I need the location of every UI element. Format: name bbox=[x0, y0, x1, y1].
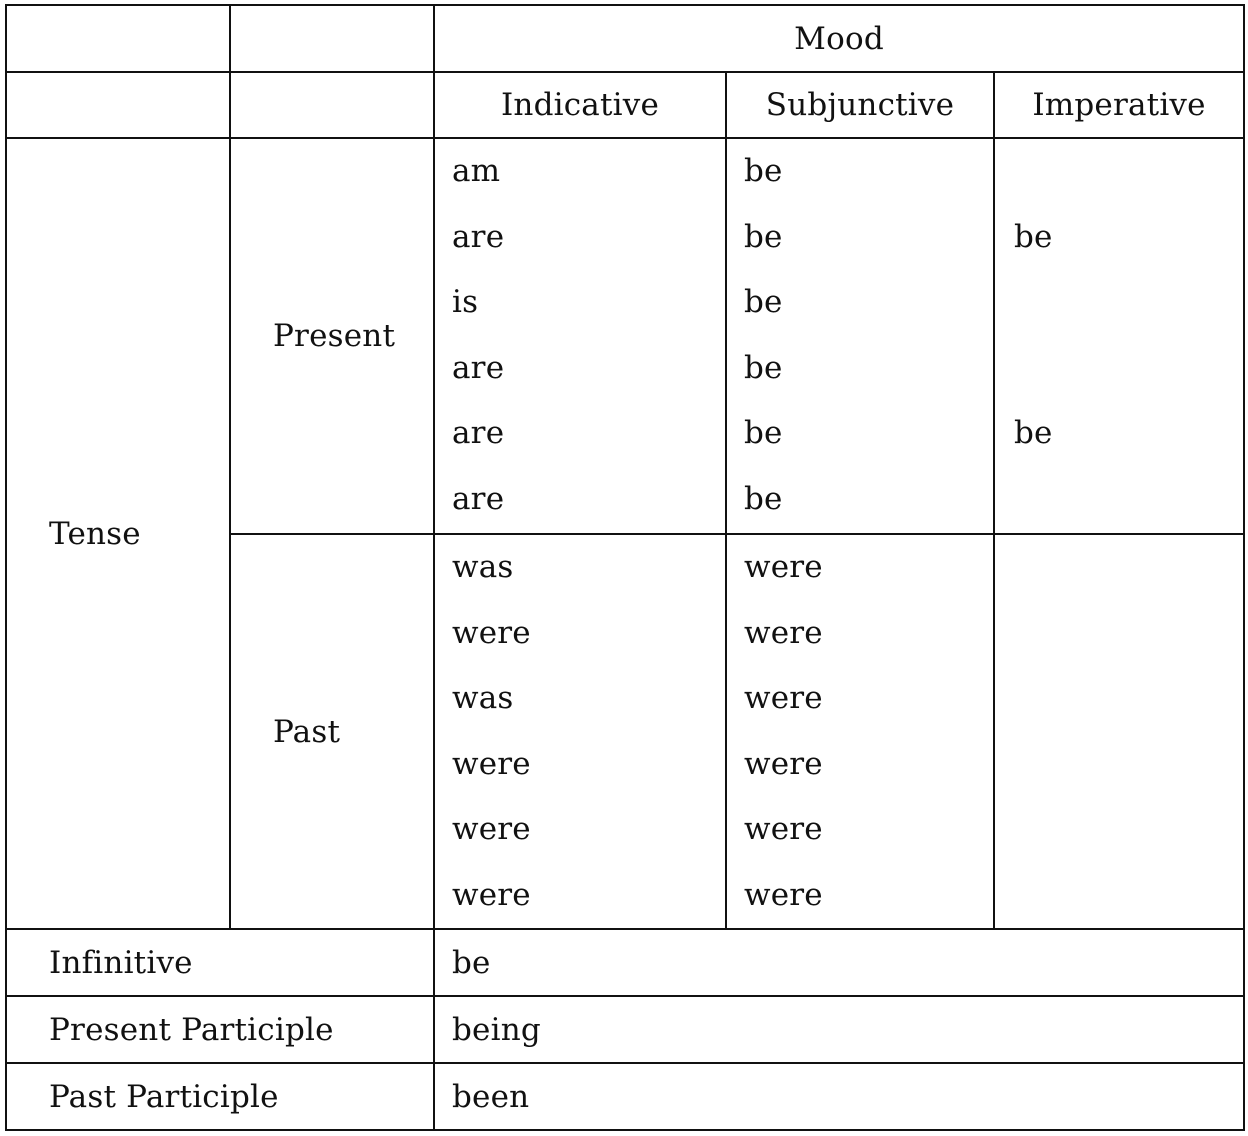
conjugation-table bbox=[5, 4, 1245, 1131]
present-subjunctive-form: be bbox=[744, 218, 783, 255]
present-imperative-form bbox=[1014, 139, 1243, 205]
present-imperative-cell bbox=[994, 138, 1244, 534]
empty-corner-cell bbox=[6, 72, 230, 138]
past-subjunctive-cell bbox=[726, 534, 994, 929]
present-indicative-cell bbox=[434, 138, 726, 534]
present-participle-label: Present Participle bbox=[6, 996, 434, 1063]
past-subjunctive-form: were bbox=[744, 680, 823, 716]
past-indicative-form: was bbox=[452, 680, 514, 716]
past-indicative-form: was bbox=[452, 549, 514, 585]
present-subjunctive-form: be bbox=[744, 284, 783, 320]
infinitive-label: Infinitive bbox=[6, 929, 434, 996]
indicative-header: Indicative bbox=[434, 72, 726, 138]
present-participle-row bbox=[6, 996, 1244, 1063]
present-subjunctive-form: be bbox=[744, 349, 783, 386]
present-indicative-form: are bbox=[452, 218, 505, 255]
present-row bbox=[6, 138, 1244, 534]
past-indicative-cell bbox=[434, 534, 726, 929]
past-subjunctive-form: were bbox=[744, 549, 823, 585]
present-indicative-form: are bbox=[452, 349, 505, 386]
past-subjunctive-form: were bbox=[744, 614, 823, 651]
present-participle-value: being bbox=[434, 996, 1244, 1063]
past-subjunctive-form: were bbox=[744, 876, 823, 913]
past-label: Past bbox=[230, 534, 434, 929]
present-label: Present bbox=[230, 138, 434, 534]
present-subjunctive-cell bbox=[726, 138, 994, 534]
mood-header-row bbox=[6, 5, 1244, 72]
present-indicative-form: is bbox=[452, 284, 479, 320]
infinitive-row bbox=[6, 929, 1244, 996]
subjunctive-header: Subjunctive bbox=[726, 72, 994, 138]
present-imperative-form bbox=[1014, 467, 1243, 533]
empty-corner-cell bbox=[6, 5, 230, 72]
present-indicative-form: am bbox=[452, 153, 501, 189]
past-indicative-form: were bbox=[452, 876, 531, 913]
empty-corner-cell bbox=[230, 72, 434, 138]
present-indicative-form: are bbox=[452, 480, 505, 517]
present-indicative-form: are bbox=[452, 415, 505, 451]
past-indicative-form: were bbox=[452, 745, 531, 782]
past-subjunctive-form: were bbox=[744, 811, 823, 847]
past-indicative-form: were bbox=[452, 614, 531, 651]
past-participle-row bbox=[6, 1063, 1244, 1130]
present-imperative-form: be bbox=[1014, 218, 1053, 255]
empty-corner-cell bbox=[230, 5, 434, 72]
imperative-header: Imperative bbox=[994, 72, 1244, 138]
infinitive-value: be bbox=[434, 929, 1244, 996]
past-imperative-cell bbox=[994, 534, 1244, 929]
past-participle-value: been bbox=[434, 1063, 1244, 1130]
mood-names-row bbox=[6, 72, 1244, 138]
past-subjunctive-form: were bbox=[744, 745, 823, 782]
past-indicative-form: were bbox=[452, 811, 531, 847]
present-subjunctive-form: be bbox=[744, 480, 783, 517]
present-imperative-form: be bbox=[1014, 415, 1053, 451]
present-subjunctive-form: be bbox=[744, 415, 783, 451]
present-imperative-form bbox=[1014, 336, 1243, 402]
past-participle-label: Past Participle bbox=[6, 1063, 434, 1130]
tense-label: Tense bbox=[6, 138, 230, 929]
present-imperative-form bbox=[1014, 270, 1243, 336]
present-subjunctive-form: be bbox=[744, 153, 783, 189]
mood-header: Mood bbox=[434, 5, 1244, 72]
